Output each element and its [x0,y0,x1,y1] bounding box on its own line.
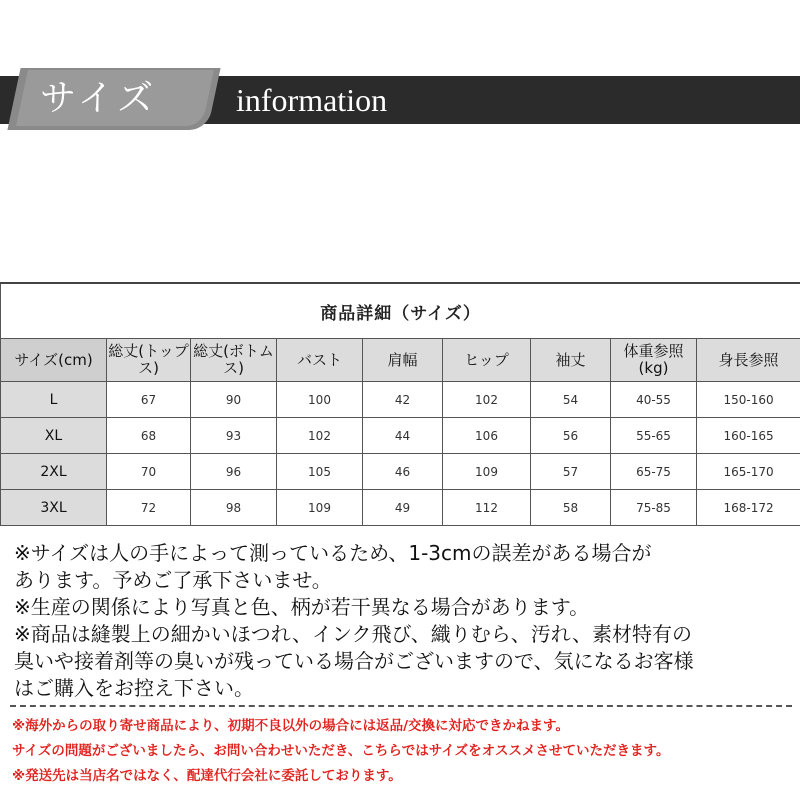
banner-tab-label: サイズ [40,78,158,119]
column-header: バスト [277,339,363,382]
column-header: 体重参照(kg) [611,339,697,382]
table-header-row [1,339,800,382]
table-title: 商品詳細（サイズ） [1,283,800,339]
table-cell-size: L [1,382,107,418]
table-cell: 100 [277,382,363,418]
shipping-warnings [12,714,792,789]
table-row [1,418,800,454]
note-line: あります。予めご了承下さいませ。 [14,568,332,592]
table-cell: 55-65 [611,418,697,454]
warning-line: ※海外からの取り寄せ商品により、初期不良以外の場合には返品/交換に対応できかねます。 [12,718,569,734]
table-cell: 44 [363,418,443,454]
table-cell: 72 [107,490,191,526]
table-cell: 168-172 [697,490,800,526]
column-header: 総丈(トップス) [107,339,191,382]
table-cell: 90 [191,382,277,418]
table-cell: 65-75 [611,454,697,490]
table-cell: 70 [107,454,191,490]
banner-info-label: information [236,82,388,118]
table-cell: 165-170 [697,454,800,490]
note-line: ※商品は縫製上の細かいほつれ、インク飛び、織りむら、汚れ、素材特有の [14,622,692,646]
column-header: サイズ(cm) [1,339,107,382]
table-cell: 102 [277,418,363,454]
table-cell: 57 [531,454,611,490]
note-line: はご購入をお控え下さい。 [14,676,254,700]
table-row [1,490,800,526]
table-cell: 67 [107,382,191,418]
size-table [0,282,800,526]
dashed-divider [10,705,792,707]
table-cell: 160-165 [697,418,800,454]
warning-line: サイズの問題がございましたら、お問い合わせいただき、こちらではサイズをオススメさせていただきます。 [12,743,670,759]
column-header: 肩幅 [363,339,443,382]
table-cell: 150-160 [697,382,800,418]
column-header: ヒップ [443,339,531,382]
table-cell-size: 3XL [1,490,107,526]
table-cell: 109 [277,490,363,526]
note-line: 臭いや接着剤等の臭いが残っている場合がございますので、気になるお客様 [14,649,694,673]
note-line: ※サイズは人の手によって測っているため、1-3cmの誤差がある場合が [14,541,652,565]
size-notes [14,540,794,702]
column-header: 総丈(ボトムス) [191,339,277,382]
table-cell: 68 [107,418,191,454]
table-cell: 49 [363,490,443,526]
table-cell: 102 [443,382,531,418]
table-cell: 93 [191,418,277,454]
table-cell: 112 [443,490,531,526]
table-cell: 58 [531,490,611,526]
column-header: 身長参照 [697,339,800,382]
table-cell-size: 2XL [1,454,107,490]
table-cell: 105 [277,454,363,490]
table-cell: 96 [191,454,277,490]
column-header: 袖丈 [531,339,611,382]
table-row [1,382,800,418]
table-cell: 42 [363,382,443,418]
warning-line: ※発送先は当店名ではなく、配達代行会社に委託しております。 [12,768,402,784]
table-cell-size: XL [1,418,107,454]
table-cell: 40-55 [611,382,697,418]
table-cell: 109 [443,454,531,490]
table-row [1,454,800,490]
table-cell: 54 [531,382,611,418]
size-table-container [0,282,800,526]
table-cell: 46 [363,454,443,490]
note-line: ※生産の関係により写真と色、柄が若干異なる場合があります。 [14,595,590,619]
table-cell: 56 [531,418,611,454]
table-cell: 98 [191,490,277,526]
table-cell: 106 [443,418,531,454]
table-cell: 75-85 [611,490,697,526]
